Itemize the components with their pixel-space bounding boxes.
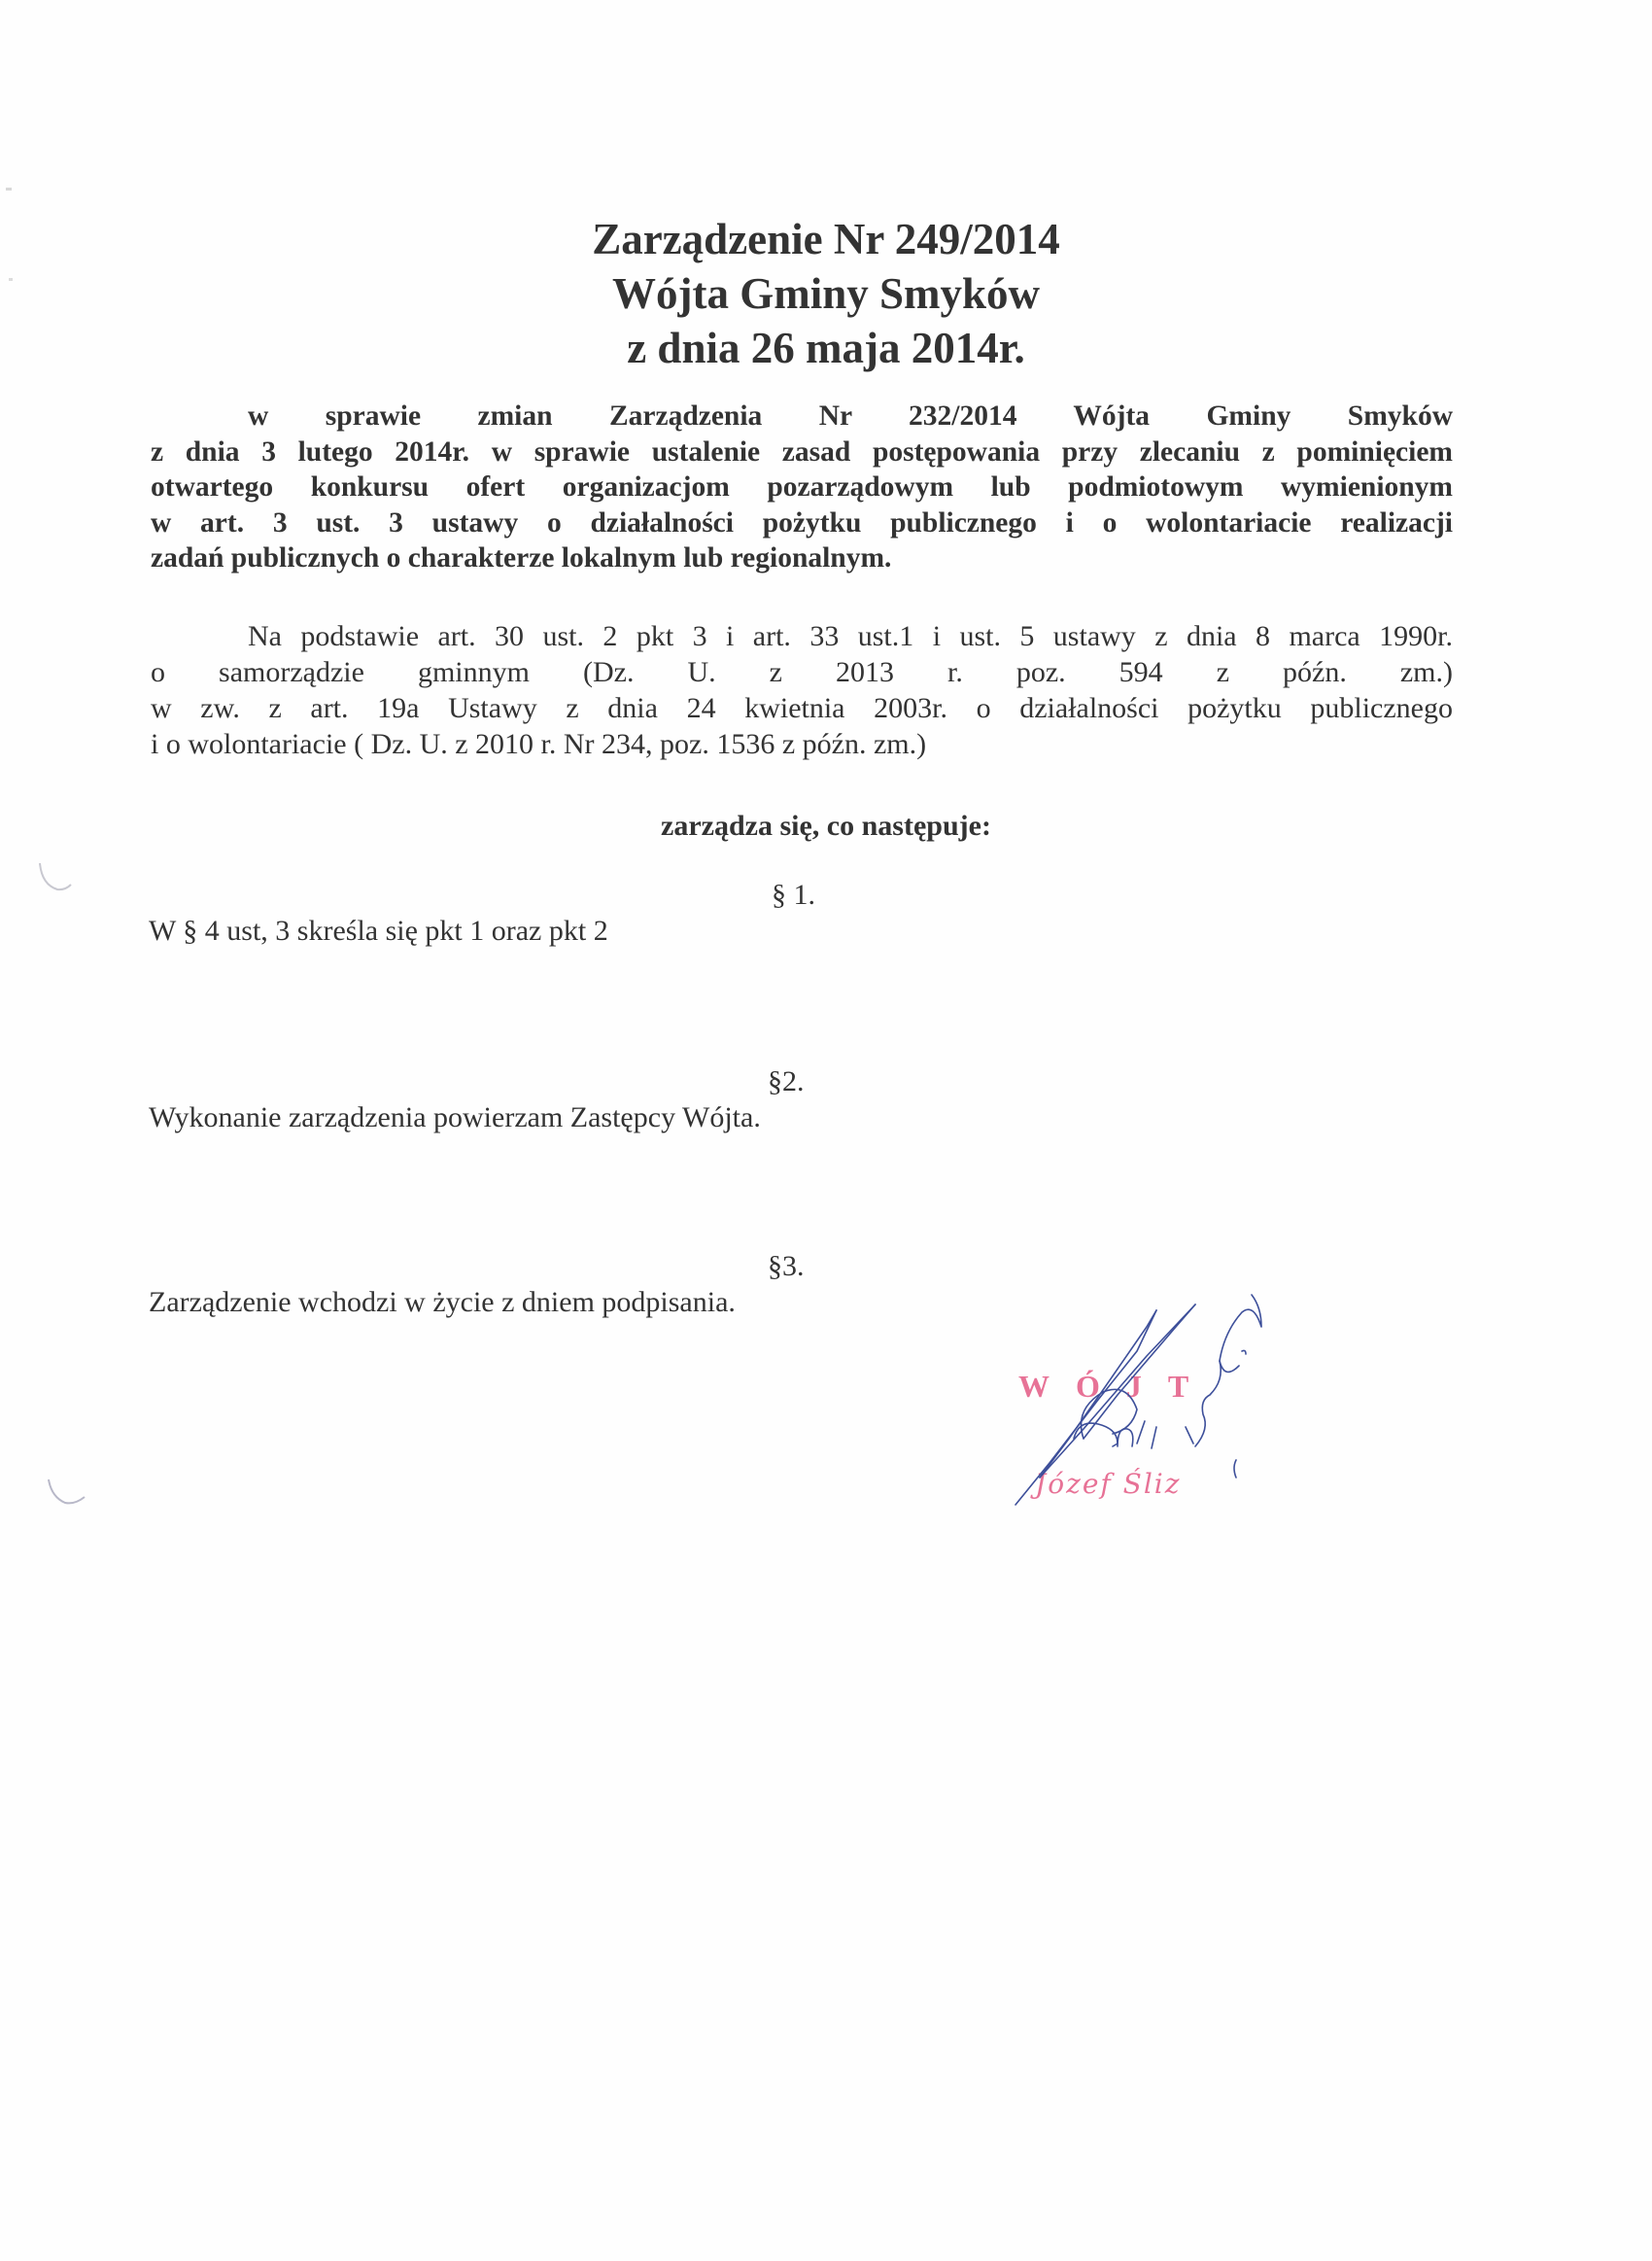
punch-hole-mark [34, 855, 83, 904]
official-stamp [991, 1283, 1302, 1526]
document-title [0, 212, 1652, 375]
title-date: z dnia 26 maja 2014r. [627, 324, 1025, 372]
subject-line: zadań publicznych o charakterze lokalnym lub regionalnym. [151, 542, 892, 574]
basis-line: Na podstawie art. 30 ust. 2 pkt 3 i art. 33 ust.1 i ust. 5 ustawy z dnia 8 marca 1990r. [248, 620, 1453, 652]
legal-basis-paragraph [151, 618, 1453, 762]
paragraph-3-text: Zarządzenie wchodzi w życie z dniem podpisania. [149, 1286, 736, 1318]
subject-paragraph [151, 399, 1453, 576]
subject-line: otwartego konkursu ofert organizacjom pozarządowym lub podmiotowym wymienionym [151, 471, 1453, 503]
subject-line: w art. 3 ust. 3 ustawy o działalności pożytku publicznego i o wolontariacie realizacji [151, 506, 1453, 539]
scan-speck [4, 185, 17, 194]
paragraph-1-text: W § 4 ust, 3 skreśla się pkt 1 oraz pkt 2 [149, 915, 608, 947]
paragraph-3-heading: §3. [768, 1250, 805, 1282]
subject-line: w sprawie zmian Zarządzenia Nr 232/2014 Wójta Gminy Smyków [248, 400, 1453, 432]
basis-line: o samorządzie gminnym (Dz. U. z 2013 r. poz. 594 z późn. zm.) [151, 656, 1453, 688]
stamp-title: WÓJT [1018, 1369, 1216, 1404]
handwritten-signature [991, 1283, 1302, 1526]
basis-line: i o wolontariacie ( Dz. U. z 2010 r. Nr 234, poz. 1536 z późn. zm.) [151, 728, 927, 760]
title-decree-number: Zarządzenie Nr 249/2014 [592, 215, 1060, 263]
decree-heading: zarządza się, co następuje: [661, 810, 991, 842]
paragraph-2-text: Wykonanie zarządzenia powierzam Zastępcy Wójta. [149, 1101, 761, 1133]
punch-hole-mark [44, 1468, 92, 1516]
paragraph-1-heading: § 1. [772, 879, 815, 911]
title-issuer: Wójta Gminy Smyków [611, 269, 1041, 318]
subject-line: z dnia 3 lutego 2014r. w sprawie ustalenie zasad postępowania przy zlecaniu z pominięciem [151, 435, 1453, 468]
stamp-name: Józef Śliz [1035, 1468, 1182, 1500]
basis-line: w zw. z art. 19a Ustawy z dnia 24 kwietnia 2003r. o działalności pożytku publicznego [151, 692, 1453, 724]
paragraph-2-heading: §2. [768, 1065, 805, 1097]
